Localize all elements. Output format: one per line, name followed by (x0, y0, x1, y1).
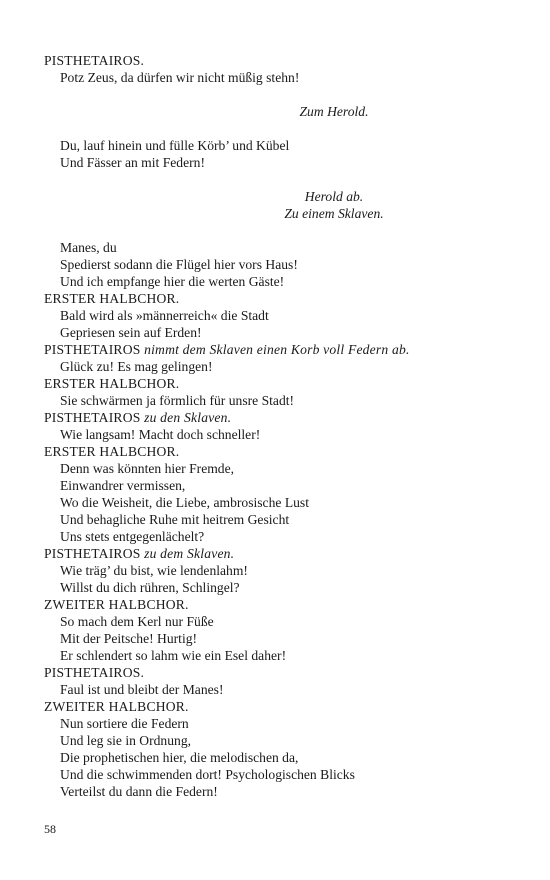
verse-line: Mit der Peitsche! Hurtig! (60, 631, 198, 646)
speaker-name: ERSTER HALBCHOR. (44, 376, 180, 391)
speaker-name: PISTHETAIROS (44, 410, 141, 425)
verse-line: Bald wird als »männerreich« die Stadt (60, 308, 269, 323)
speaker-name: ERSTER HALBCHOR. (44, 444, 180, 459)
verse-line: Die prophetischen hier, die melodischen da, (60, 750, 299, 765)
speaker-heading (44, 290, 514, 307)
verse-line: Glück zu! Es mag gelingen! (60, 359, 213, 374)
verse-line: Und leg sie in Ordnung, (60, 733, 192, 748)
verse-line: Und die schwimmenden dort! Psychologischen Blicks (60, 767, 355, 782)
verse-line: Einwandrer vermissen, (60, 478, 186, 493)
verse-line: Und Fässer an mit Federn! (60, 155, 205, 170)
verse-line: Nun sortiere die Federn (60, 716, 189, 731)
spacer (44, 120, 514, 137)
verse-line: Verteilst du dann die Federn! (60, 784, 218, 799)
stage-direction: Zum Herold. (299, 104, 369, 119)
speaker-heading (44, 52, 514, 69)
verse-line: Wie langsam! Macht doch schneller! (60, 427, 261, 442)
verse-line: Und ich empfange hier die werten Gäste! (60, 274, 285, 289)
speaker-heading (44, 545, 514, 562)
verse-line: Potz Zeus, da dürfen wir nicht müßig stehn! (60, 70, 300, 85)
spacer (44, 171, 514, 188)
verse-line: Manes, du (60, 240, 117, 255)
verse-line: Wo die Weisheit, die Liebe, ambrosische Lust (60, 495, 309, 510)
verse-line: Und behagliche Ruhe mit heitrem Gesicht (60, 512, 290, 527)
verse-line: Du, lauf hinein und fülle Körb’ und Kübel (60, 138, 290, 153)
verse-line: Sie schwärmen ja förmlich für unsre Stadt! (60, 393, 295, 408)
page-text (44, 52, 514, 800)
stage-direction-inline: nimmt dem Sklaven einen Korb voll Federn ab. (140, 342, 410, 357)
speaker-name: PISTHETAIROS. (44, 665, 145, 680)
spacer (44, 86, 514, 103)
verse-line: Willst du dich rühren, Schlingel? (60, 580, 240, 595)
stage-direction-inline: zu den Sklaven. (140, 410, 232, 425)
verse-line: Faul ist und bleibt der Manes! (60, 682, 224, 697)
verse-line: Wie träg’ du bist, wie lendenlahm! (60, 563, 248, 578)
verse-line: Spedierst sodann die Flügel hier vors Haus! (60, 257, 298, 272)
verse-line: Uns stets entgegenlächelt? (60, 529, 205, 544)
speaker-heading (44, 698, 514, 715)
speaker-name: ERSTER HALBCHOR. (44, 291, 180, 306)
verse-line: Er schlendert so lahm wie ein Esel daher! (60, 648, 287, 663)
speaker-name: PISTHETAIROS. (44, 53, 145, 68)
speaker-heading (44, 341, 514, 358)
verse-line: Gepriesen sein auf Erden! (60, 325, 202, 340)
speaker-heading (44, 596, 514, 613)
speaker-name: PISTHETAIROS (44, 342, 141, 357)
speaker-name: PISTHETAIROS (44, 546, 141, 561)
stage-direction-inline: zu dem Sklaven. (140, 546, 235, 561)
stage-direction: Herold ab. (304, 189, 364, 204)
speaker-heading (44, 409, 514, 426)
speaker-heading (44, 375, 514, 392)
speaker-heading (44, 443, 514, 460)
stage-direction: Zu einem Sklaven. (284, 206, 384, 221)
speaker-name: ZWEITER HALBCHOR. (44, 597, 189, 612)
verse-line: Denn was könnten hier Fremde, (60, 461, 235, 476)
verse-line: So mach dem Kerl nur Füße (60, 614, 214, 629)
page-number: 58 (44, 822, 56, 836)
speaker-name: ZWEITER HALBCHOR. (44, 699, 189, 714)
speaker-heading (44, 664, 514, 681)
spacer (44, 222, 514, 239)
